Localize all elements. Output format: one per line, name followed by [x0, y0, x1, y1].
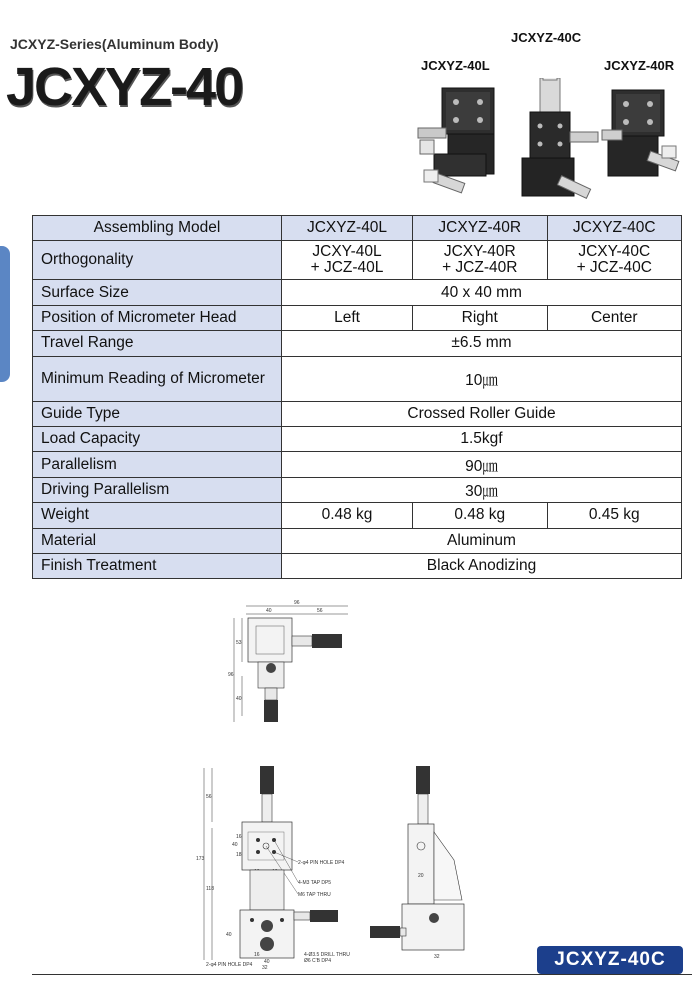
xy-hole	[429, 913, 439, 923]
series-subtitle: JCXYZ-Series(Aluminum Body)	[10, 36, 219, 52]
dim-40-xyw: 40	[264, 959, 270, 965]
finish-value: Black Anodizing	[282, 553, 682, 578]
header-model-40r: JCXYZ-40R	[413, 216, 547, 241]
dim-20: 20	[418, 873, 424, 879]
dim-56-top: 56	[317, 608, 323, 614]
top-view-drawing	[222, 596, 362, 726]
table-row	[33, 331, 682, 356]
stage-40l-image	[418, 88, 494, 193]
product-label-center: JCXYZ-40C	[511, 30, 582, 45]
micrometer-y	[265, 688, 277, 700]
table-row	[33, 280, 682, 305]
xy-center-hole	[261, 920, 273, 932]
row-label-orthogonality: Orthogonality	[33, 241, 282, 280]
table-row	[33, 356, 682, 401]
z-column	[250, 870, 284, 910]
page-title: JCXYZ-40	[6, 57, 243, 117]
row-label-surface-size: Surface Size	[33, 280, 282, 305]
micrometer-x	[292, 636, 312, 646]
micrometer-x	[294, 912, 310, 920]
table-row	[33, 452, 682, 477]
micrometer-z	[262, 794, 272, 822]
weight-40r: 0.48 kg	[413, 503, 547, 528]
table-row	[33, 553, 682, 578]
micrometer-side-knob	[370, 926, 400, 938]
row-label-min-reading: Minimum Reading of Micrometer	[33, 356, 282, 401]
material-value: Aluminum	[282, 528, 682, 553]
hole	[280, 918, 284, 922]
top-stage-outline	[248, 618, 292, 662]
note-cbore: Ø6 C'B DP4	[304, 958, 332, 964]
orthogonality-40c	[547, 241, 682, 280]
side-tab	[0, 246, 10, 382]
product-photo-group	[412, 78, 682, 208]
xy-stage	[402, 904, 464, 950]
orthogonality-40c-line1: JCXY-40C	[578, 243, 651, 261]
side-view-drawing	[362, 760, 482, 960]
dim-40-side: 40	[236, 696, 242, 702]
note-pin-hole: 2-φ4 PIN HOLE DP4	[298, 860, 345, 866]
front-view-drawing	[192, 760, 362, 970]
table-row	[33, 241, 682, 280]
row-label-travel-range: Travel Range	[33, 331, 282, 356]
dim-40-xy: 40	[226, 932, 232, 938]
micrometer-x-knob	[310, 910, 338, 922]
dim-173: 173	[196, 856, 205, 862]
header-assembling-model: Assembling Model	[33, 216, 282, 241]
micrometer-position-40l: Left	[282, 305, 413, 330]
product-label-right: JCXYZ-40R	[604, 58, 675, 73]
table-row	[33, 305, 682, 330]
orthogonality-40l	[282, 241, 413, 280]
dim-32-xy: 32	[262, 965, 268, 970]
dim-53-side: 53	[236, 640, 242, 646]
dim-32: 32	[434, 954, 440, 960]
row-label-material: Material	[33, 528, 282, 553]
spec-table	[32, 215, 682, 579]
z-bracket	[408, 824, 434, 904]
stage-40r-image	[602, 90, 679, 176]
table-row	[33, 426, 682, 451]
hole	[250, 918, 254, 922]
xy-lower-hole	[260, 937, 274, 951]
micrometer-side	[400, 928, 406, 936]
dim-96-top: 96	[294, 600, 300, 606]
orthogonality-40l-line1: JCXY-40L	[312, 243, 382, 261]
model-badge: JCXYZ-40C	[537, 946, 683, 974]
note-m3-tap: 4-M3 TAP DP5	[298, 880, 332, 886]
dim-40-z: 40	[232, 842, 238, 848]
load-capacity-value: 1.5kgf	[282, 426, 682, 451]
z-stage-hole	[266, 663, 276, 673]
table-header-row	[33, 216, 682, 241]
footer-rule	[32, 974, 692, 975]
micrometer-z	[418, 794, 428, 824]
parallelism-value: 90㎛	[282, 452, 682, 477]
table-row	[33, 401, 682, 426]
dim-16-xy: 16	[254, 952, 260, 958]
row-label-finish: Finish Treatment	[33, 553, 282, 578]
note-drill: 4-Ø3.5 DRILL THRU	[304, 952, 350, 958]
orthogonality-40c-line2: + JCZ-40C	[576, 259, 652, 277]
support-rib	[434, 832, 462, 900]
table-row	[33, 528, 682, 553]
product-label-left: JCXYZ-40L	[421, 58, 490, 73]
micrometer-x-knob	[312, 634, 342, 648]
travel-range-value: ±6.5 mm	[282, 331, 682, 356]
driving-parallelism-value: 30㎛	[282, 477, 682, 502]
row-label-driving-parallelism: Driving Parallelism	[33, 477, 282, 502]
row-label-parallelism: Parallelism	[33, 452, 282, 477]
table-row	[33, 503, 682, 528]
weight-40c: 0.45 kg	[547, 503, 682, 528]
dim-16-z: 16	[236, 834, 242, 840]
weight-40l: 0.48 kg	[282, 503, 413, 528]
orthogonality-40r-line1: JCXY-40R	[443, 243, 516, 261]
surface-size-value: 40 x 40 mm	[282, 280, 682, 305]
micrometer-y-knob	[264, 700, 278, 722]
stage-40c-image	[522, 78, 598, 198]
dim-40-top: 40	[266, 608, 272, 614]
note-pin-hole-2: 2-φ4 PIN HOLE DP4	[206, 962, 253, 968]
z-plate	[242, 822, 292, 870]
dim-118: 118	[206, 886, 214, 892]
row-label-guide-type: Guide Type	[33, 401, 282, 426]
hole	[256, 838, 260, 842]
header-model-40l: JCXYZ-40L	[282, 216, 413, 241]
row-label-weight: Weight	[33, 503, 282, 528]
dim-56: 56	[206, 794, 212, 800]
micrometer-z-knob	[416, 766, 430, 794]
orthogonality-40r	[413, 241, 547, 280]
dim-18-z: 18	[236, 852, 242, 858]
row-label-load-capacity: Load Capacity	[33, 426, 282, 451]
orthogonality-40l-line2: + JCZ-40L	[310, 259, 384, 277]
header-model-40c: JCXYZ-40C	[547, 216, 682, 241]
row-label-micrometer-position: Position of Micrometer Head	[33, 305, 282, 330]
orthogonality-40r-line2: + JCZ-40R	[442, 259, 518, 277]
dim-96-side: 96	[228, 672, 234, 678]
micrometer-position-40c: Center	[547, 305, 682, 330]
micrometer-position-40r: Right	[413, 305, 547, 330]
note-m6-tap: M6 TAP THRU	[298, 892, 331, 898]
table-row	[33, 477, 682, 502]
micrometer-z-knob	[260, 766, 274, 794]
guide-type-value: Crossed Roller Guide	[282, 401, 682, 426]
min-reading-value: 10㎛	[282, 356, 682, 401]
hole	[256, 850, 260, 854]
